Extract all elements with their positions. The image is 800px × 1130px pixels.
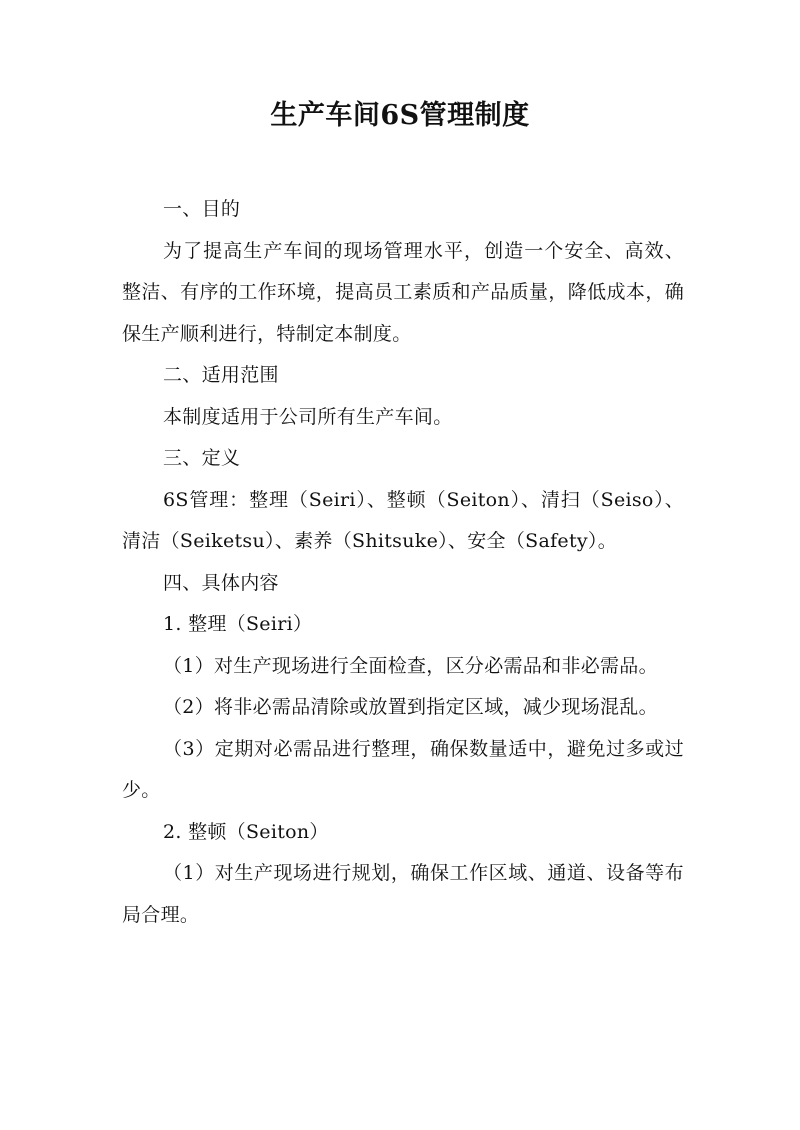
paragraph-definition: 6S管理：整理（Seiri）、整顿（Seiton）、清扫（Seiso）、清洁（Seiketsu）、素养（Shitsuke）、安全（Safety）。: [122, 488, 684, 552]
paragraph-scope: 本制度适用于公司所有生产车间。: [163, 405, 453, 428]
list-item-seiton-1: （1）对生产现场进行规划，确保工作区域、通道、设备等布局合理。: [122, 862, 684, 926]
paragraph-purpose: 为了提高生产车间的现场管理水平，创造一个安全、高效、整洁、有序的工作环境，提高员工素质和产品质量，降低成本，确保生产顺利进行，特制定本制度。: [122, 239, 684, 345]
list-item-seiri-3: （3）定期对必需品进行整理，确保数量适中，避免过多或过少。: [122, 737, 684, 801]
subheading-seiri: 1. 整理（Seiri）: [163, 613, 313, 635]
section-heading-scope: 二、适用范围: [163, 364, 279, 386]
subheading-seiton: 2. 整顿（Seiton）: [163, 820, 329, 843]
document-body: [122, 189, 684, 936]
list-item-seiri-2: （2）将非必需品清除或放置到指定区域，减少现场混乱。: [163, 696, 658, 718]
section-heading-purpose: 一、目的: [163, 198, 241, 220]
section-heading-content: 四、具体内容: [163, 571, 279, 594]
document-title: 生产车间6S管理制度: [270, 100, 530, 131]
list-item-seiri-1: （1）对生产现场进行全面检查，区分必需品和非必需品。: [163, 654, 658, 677]
section-heading-definition: 三、定义: [163, 447, 241, 469]
